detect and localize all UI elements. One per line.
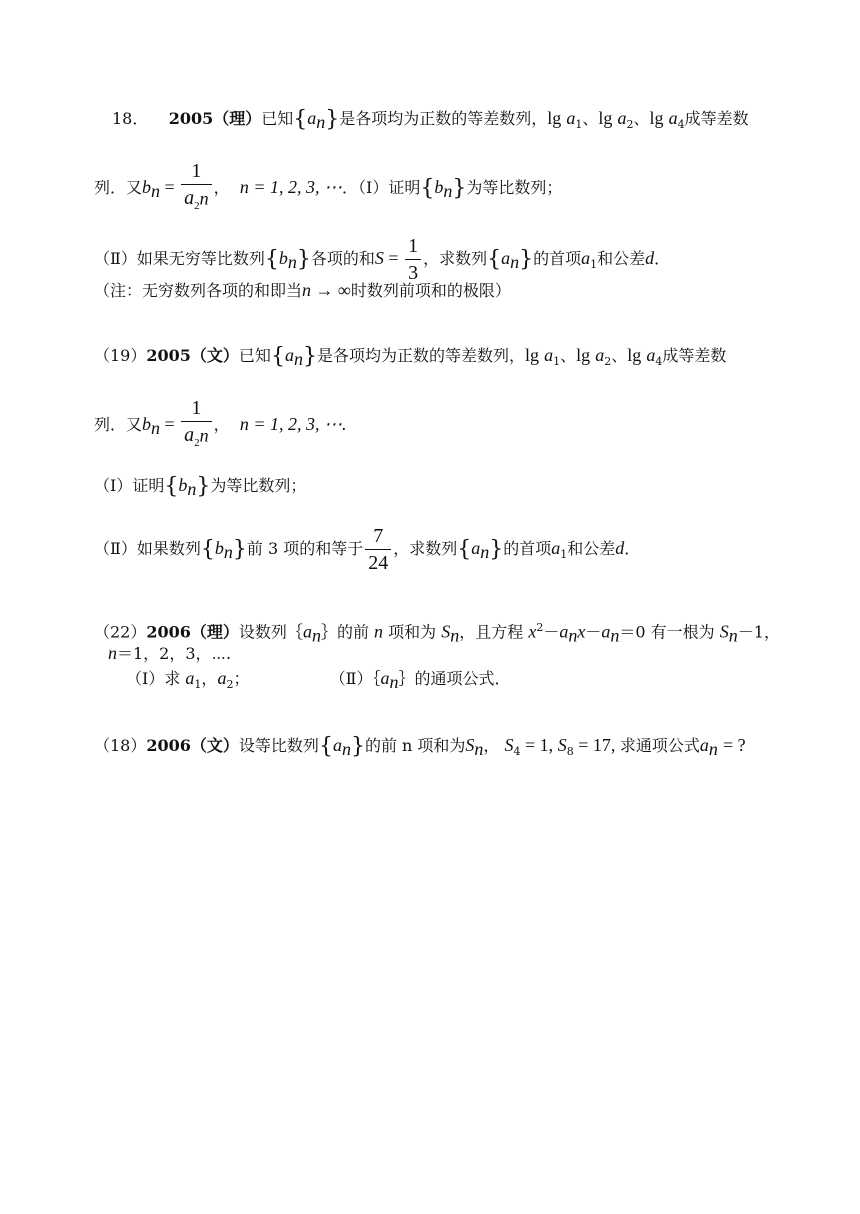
q22-line2: n＝1，2，3，⋯.: [108, 643, 232, 663]
q22-number: （22）: [94, 622, 147, 642]
q22-line1: （22）2006（理）设数列$\{a_n\}$的前 n 项和为 $S_n$，且方程 $x^2-a_nx-a_n=0$ 有一根为 $S_n-1$，: [94, 621, 780, 646]
q19-part2: （Ⅱ）如果数列$\{b_n\}$前 3 项的和等于 $\frac{7}{24}$ ，求数列$\{a_n\}$的首项$a_1$和公差d．: [94, 525, 641, 574]
q22-year: 2006（理）: [146, 622, 239, 642]
q18b-year: 2006（文）: [146, 736, 239, 755]
q22-line3: （Ⅰ）求 $a_1$，$a_2$； $(Ⅱ)\{a_n\}$的通项公式．: [126, 668, 511, 693]
q19-part1: （Ⅰ）证明$\{b_n\}$为等比数列；: [94, 474, 307, 500]
q18-year: 2005（理）: [168, 109, 262, 128]
q18-line2: 列．又$b_n$ = $\frac{1}{a_{2^n}}$ ， n = 1, 2, 3, ⋯．（Ⅰ）证明$\{b_n\}$为等比数列；: [94, 160, 562, 217]
q18-number: 18．: [112, 109, 149, 128]
q18-fraction-bn: $\frac{1}{a_{2^n}}$: [181, 160, 212, 217]
q18-note: （注：无穷数列各项的和即当n → ∞时数列前项和的极限）: [94, 280, 511, 300]
q19-fraction-7-24: $\frac{7}{24}$: [365, 525, 391, 574]
q18-line1: 18． 2005（理）已知$\{a_n\}$是各项均为正数的等差数列，$\lg a_1$、$\lg a_2$、$\lg a_4$成等差数: [112, 107, 749, 133]
q19-fraction-bn: $\frac{1}{a_{2^n}}$: [181, 397, 212, 454]
q18b-number: （18）: [94, 736, 147, 755]
q19-line1: （19）2005（文）已知$\{a_n\}$是各项均为正数的等差数列，$\lg a_1$、$\lg a_2$、$\lg a_4$成等差数: [94, 344, 727, 370]
q18-fraction-one-third: $\frac{1}{3}$: [405, 235, 421, 284]
q18b-line1: （18）2006（文）设等比数列$\{a_n\}$的前 n 项和为$S_n$， $S_4 = 1$, $S_8 = 17$, 求通项公式$a_n$ = ?: [94, 734, 746, 760]
q18-part2: （Ⅱ）如果无穷等比数列$\{b_n\}$各项的和S = $\frac{1}{3}$ ，求数列$\{a_n\}$的首项$a_1$和公差d．: [94, 235, 671, 284]
q19-line2: 列．又$b_n$ = $\frac{1}{a_{2^n}}$ ， n = 1, 2, 3, ⋯.: [94, 397, 347, 454]
q19-year: 2005（文）: [146, 346, 239, 365]
q19-number: （19）: [94, 346, 147, 365]
